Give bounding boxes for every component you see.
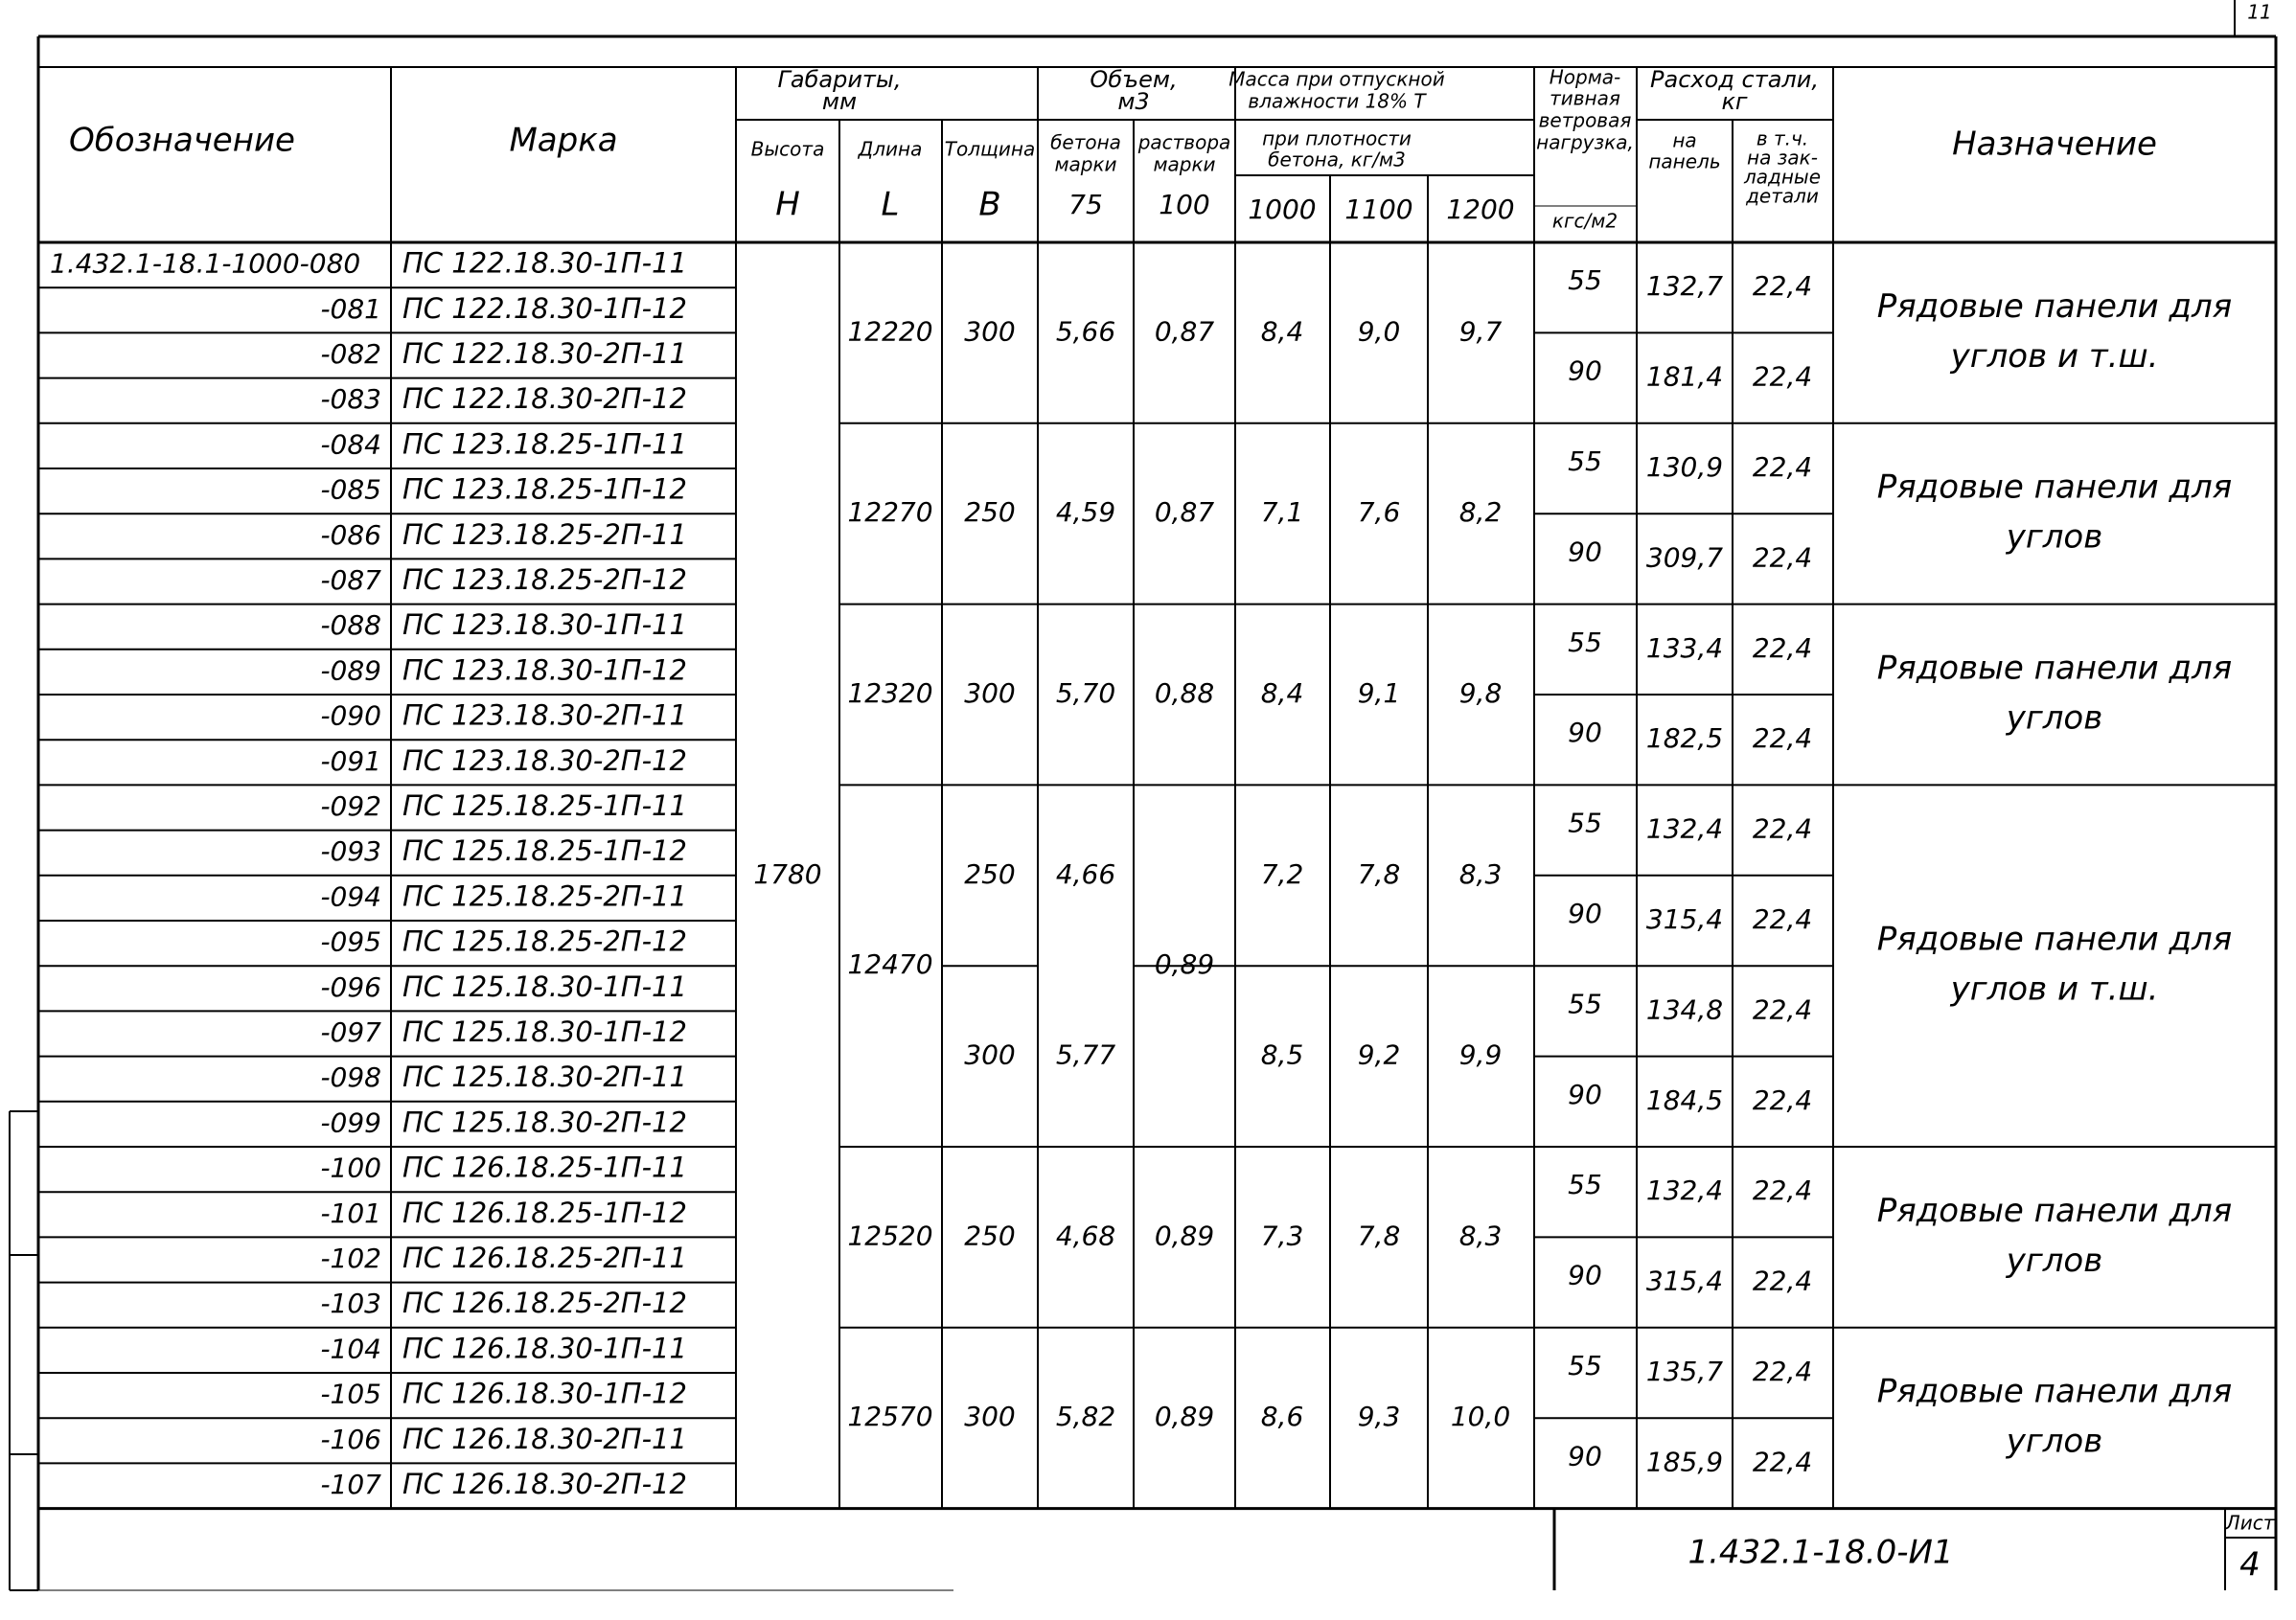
steel-parts-cell: 22,4 (1752, 631, 1813, 664)
dims-header: Габариты, (777, 66, 902, 93)
volume-unit: м3 (1117, 88, 1150, 115)
density-header: при плотности (1262, 126, 1412, 150)
mass-1000-cell: 7,3 (1260, 1220, 1304, 1252)
steel-panel-cell: 184,5 (1645, 1084, 1724, 1116)
designation-cell: -102 (320, 1243, 381, 1274)
designation-cell: 1.432.1-18.1-1000-080 (50, 247, 361, 280)
steel-panel-cell: 181,4 (1645, 360, 1724, 393)
length-cell: 12570 (847, 1401, 933, 1433)
length-cell: 12470 (847, 948, 933, 981)
load-header: Норма- (1549, 65, 1621, 89)
mark-cell: ПС 123.18.30-2П-12 (402, 743, 687, 777)
purpose-cell: углов (2006, 517, 2103, 557)
designation-cell: -081 (320, 292, 381, 325)
load-header: ветровая (1538, 108, 1632, 132)
length-cell: 12520 (847, 1220, 933, 1252)
designation-cell: -093 (320, 835, 381, 868)
mass-header: Масса при отпускной (1228, 67, 1445, 91)
mass-1000-cell: 8,4 (1260, 315, 1304, 348)
purpose-cell: углов (2006, 698, 2103, 738)
mark-cell: ПС 126.18.25-2П-11 (402, 1242, 687, 1274)
mass-1100-cell: 9,0 (1357, 315, 1401, 348)
mark-cell: ПС 126.18.25-1П-11 (402, 1151, 687, 1184)
designation-cell: -100 (320, 1152, 381, 1184)
load-cell: 90 (1568, 1259, 1602, 1291)
mark-cell: ПС 126.18.30-2П-11 (402, 1422, 687, 1455)
mass-1100-cell: 9,2 (1357, 1038, 1401, 1071)
steel-parts-cell: 22,4 (1752, 903, 1813, 935)
mortar-grade: 100 (1159, 189, 1210, 220)
mark-cell: ПС 125.18.30-2П-11 (402, 1061, 687, 1094)
steel-parts-cell: 22,4 (1752, 1084, 1813, 1116)
thickness-header: Толщина (944, 137, 1036, 161)
mark-cell: ПС 123.18.25-2П-12 (402, 563, 687, 596)
steel-parts-cell: 22,4 (1752, 993, 1813, 1026)
steel-parts-cell: 22,4 (1752, 270, 1813, 303)
designation-cell: -091 (320, 744, 381, 777)
load-cell: 55 (1568, 445, 1602, 477)
concrete-grade: 75 (1068, 189, 1103, 220)
mass-header: влажности 18% Т (1248, 89, 1426, 113)
steel-panel-cell: 309,7 (1645, 541, 1724, 574)
steel-parts-cell: 22,4 (1752, 1356, 1813, 1387)
concrete-volume-cell: 5,77 (1055, 1038, 1116, 1071)
mass-1200-cell: 8,2 (1458, 496, 1503, 529)
steel-panel-cell: 134,8 (1645, 993, 1724, 1026)
purpose-cell: Рядовые панели для (1876, 649, 2233, 688)
steel-parts-cell: 22,4 (1752, 1175, 1813, 1207)
height-symbol: H (775, 185, 800, 224)
load-unit: кгс/м2 (1551, 209, 1619, 233)
steel-panel-cell: 185,9 (1645, 1446, 1724, 1478)
mortar-volume-cell: 0,89 (1154, 1401, 1215, 1433)
steel-parts-header: в т.ч. (1756, 126, 1809, 150)
steel-parts-header: на зак- (1747, 146, 1818, 170)
length-cell: 12320 (847, 677, 933, 709)
mark-cell: ПС 126.18.25-1П-12 (402, 1196, 687, 1229)
thickness-cell: 300 (964, 1401, 1016, 1433)
designation-cell: -088 (320, 609, 381, 642)
mortar-volume-cell: 0,89 (1154, 1220, 1215, 1252)
height-cell: 1780 (753, 857, 822, 890)
designation-cell: -092 (320, 790, 381, 822)
mark-cell: ПС 122.18.30-1П-12 (402, 291, 687, 325)
table-text (50, 1, 2276, 1585)
purpose-cell: углов и т.ш. (1950, 336, 2159, 376)
mark-cell: ПС 125.18.25-1П-12 (402, 834, 687, 868)
mass-1200-cell: 9,9 (1458, 1038, 1503, 1071)
density-1000: 1000 (1248, 194, 1317, 225)
load-cell: 55 (1568, 1169, 1602, 1201)
designation-cell: -098 (320, 1061, 381, 1094)
steel-parts-cell: 22,4 (1752, 360, 1813, 393)
thickness-symbol: B (978, 185, 1001, 224)
mass-1000-cell: 8,5 (1260, 1038, 1304, 1071)
concrete-volume-cell: 4,68 (1055, 1220, 1116, 1252)
mortar-volume-cell: 0,89 (1154, 948, 1215, 981)
thickness-cell: 250 (964, 857, 1016, 890)
steel-panel-cell: 133,4 (1645, 631, 1724, 664)
mark-cell: ПС 125.18.25-1П-11 (402, 789, 687, 822)
designation-cell: -106 (320, 1423, 381, 1455)
designation-cell: -083 (320, 383, 381, 416)
purpose-cell: углов и т.ш. (1950, 970, 2159, 1009)
load-cell: 55 (1568, 1350, 1602, 1381)
load-cell: 90 (1568, 898, 1602, 929)
concrete-header: бетона (1050, 130, 1121, 154)
length-cell: 12220 (847, 315, 933, 348)
steel-header: Расход стали, (1650, 66, 1819, 93)
load-cell: 90 (1568, 1440, 1602, 1472)
steel-parts-header: детали (1746, 184, 1819, 208)
load-cell: 55 (1568, 264, 1602, 297)
mass-1100-cell: 7,6 (1357, 496, 1401, 529)
steel-panel-cell: 132,4 (1645, 1175, 1724, 1207)
purpose-cell: Рядовые панели для (1876, 1372, 2233, 1411)
purpose-cell: Рядовые панели для (1876, 286, 2233, 326)
purpose-cell: Рядовые панели для (1876, 468, 2233, 507)
mark-cell: ПС 126.18.25-2П-12 (402, 1287, 687, 1320)
designation-cell: -094 (320, 880, 381, 913)
designation-cell: -101 (320, 1197, 381, 1229)
mass-1200-cell: 8,3 (1458, 857, 1503, 890)
steel-panel-header: на (1672, 128, 1697, 152)
steel-parts-cell: 22,4 (1752, 541, 1813, 574)
steel-unit: кг (1721, 88, 1748, 115)
load-cell: 90 (1568, 354, 1602, 387)
load-header: нагрузка, (1536, 130, 1634, 154)
length-cell: 12270 (847, 496, 933, 529)
purpose-cell: углов (2006, 1241, 2103, 1280)
designation-cell: -103 (320, 1288, 381, 1320)
designation-cell: -095 (320, 925, 381, 958)
mark-cell: ПС 122.18.30-2П-12 (402, 382, 687, 416)
purpose-header: Назначение (1952, 125, 2157, 164)
mark-cell: ПС 125.18.25-2П-11 (402, 879, 687, 913)
steel-panel-cell: 315,4 (1645, 1265, 1724, 1297)
mark-cell: ПС 123.18.25-1П-12 (402, 472, 687, 506)
load-header: тивная (1550, 86, 1620, 110)
mark-cell: ПС 122.18.30-2П-11 (402, 337, 687, 370)
designation-cell: -097 (320, 1016, 381, 1048)
dims-unit: мм (821, 88, 858, 115)
designation-cell: -107 (320, 1469, 381, 1500)
mark-cell: ПС 125.18.30-2П-12 (402, 1106, 687, 1139)
sheet-number: 4 (2239, 1545, 2261, 1585)
document-code: 1.432.1-18.0-И1 (1688, 1533, 1954, 1572)
designation-header: Обозначение (69, 121, 295, 160)
mortar-volume-cell: 0,87 (1154, 496, 1215, 529)
designation-cell: -087 (320, 564, 381, 596)
steel-panel-header: панель (1648, 149, 1721, 173)
purpose-cell: Рядовые панели для (1876, 1191, 2233, 1230)
load-cell: 55 (1568, 807, 1602, 839)
thickness-cell: 300 (964, 315, 1016, 348)
mark-header: Марка (509, 121, 618, 160)
mark-cell: ПС 125.18.30-1П-12 (402, 1015, 687, 1048)
load-cell: 90 (1568, 717, 1602, 749)
length-header: Длина (858, 137, 923, 161)
steel-panel-cell: 132,7 (1645, 270, 1724, 303)
mass-1200-cell: 9,7 (1458, 315, 1503, 348)
mark-cell: ПС 126.18.30-1П-11 (402, 1332, 687, 1365)
steel-panel-cell: 135,7 (1645, 1356, 1724, 1387)
designation-cell: -105 (320, 1378, 381, 1410)
purpose-cell: Рядовые панели для (1876, 920, 2233, 959)
steel-panel-cell: 130,9 (1645, 451, 1724, 483)
mass-1200-cell: 10,0 (1450, 1401, 1511, 1433)
sheet-label: Лист (2225, 1511, 2275, 1535)
mark-cell: ПС 122.18.30-1П-11 (402, 246, 687, 280)
mass-1000-cell: 7,2 (1260, 857, 1304, 890)
density-1200: 1200 (1446, 194, 1515, 225)
density-header: бетона, кг/м3 (1268, 148, 1406, 171)
mass-1100-cell: 9,1 (1357, 677, 1401, 709)
length-symbol: L (881, 185, 900, 224)
designation-cell: -086 (320, 518, 381, 551)
mass-1100-cell: 7,8 (1357, 857, 1401, 890)
concrete-header: марки (1054, 152, 1117, 176)
designation-cell: -082 (320, 338, 381, 370)
steel-panel-cell: 315,4 (1645, 903, 1724, 935)
steel-panel-cell: 132,4 (1645, 812, 1724, 845)
thickness-cell: 300 (964, 1038, 1016, 1071)
mass-1000-cell: 8,4 (1260, 677, 1304, 709)
mass-1200-cell: 8,3 (1458, 1220, 1503, 1252)
designation-cell: -096 (320, 970, 381, 1003)
load-cell: 55 (1568, 626, 1602, 658)
steel-parts-header: ладные (1743, 165, 1822, 189)
steel-parts-cell: 22,4 (1752, 722, 1813, 755)
volume-header: Объем, (1090, 66, 1178, 93)
mark-cell: ПС 125.18.30-1П-11 (402, 970, 687, 1003)
mass-1100-cell: 7,8 (1357, 1220, 1401, 1252)
steel-parts-cell: 22,4 (1752, 1446, 1813, 1478)
mark-cell: ПС 126.18.30-2П-12 (402, 1468, 687, 1500)
mark-cell: ПС 123.18.25-2П-11 (402, 517, 687, 551)
thickness-cell: 250 (964, 1220, 1016, 1252)
concrete-volume-cell: 5,82 (1055, 1401, 1116, 1433)
load-cell: 90 (1568, 1078, 1602, 1110)
mark-cell: ПС 123.18.30-1П-11 (402, 608, 687, 642)
mass-1100-cell: 9,3 (1357, 1401, 1401, 1433)
mass-1000-cell: 7,1 (1260, 496, 1304, 529)
mark-cell: ПС 123.18.30-2П-11 (402, 698, 687, 732)
designation-cell: -090 (320, 699, 381, 732)
height-header: Высота (750, 137, 825, 161)
density-1100: 1100 (1344, 194, 1413, 225)
steel-parts-cell: 22,4 (1752, 451, 1813, 483)
designation-cell: -104 (320, 1333, 381, 1365)
designation-cell: -085 (320, 473, 381, 506)
steel-parts-cell: 22,4 (1752, 1265, 1813, 1297)
concrete-volume-cell: 4,59 (1055, 496, 1116, 529)
mark-cell: ПС 126.18.30-1П-12 (402, 1377, 687, 1410)
mortar-header: марки (1153, 152, 1216, 176)
mark-cell: ПС 123.18.25-1П-11 (402, 427, 687, 461)
load-cell: 55 (1568, 988, 1602, 1020)
mortar-header: раствора (1137, 130, 1231, 154)
thickness-cell: 250 (964, 496, 1016, 529)
designation-cell: -099 (320, 1107, 381, 1139)
designation-cell: -084 (320, 428, 381, 461)
mass-1200-cell: 9,8 (1458, 677, 1503, 709)
mass-1000-cell: 8,6 (1260, 1401, 1304, 1433)
designation-cell: -089 (320, 654, 381, 687)
steel-panel-cell: 182,5 (1645, 722, 1724, 755)
mark-cell: ПС 123.18.30-1П-12 (402, 653, 687, 687)
thickness-cell: 300 (964, 677, 1016, 709)
purpose-cell: углов (2006, 1422, 2103, 1461)
mortar-volume-cell: 0,87 (1154, 315, 1215, 348)
corner-mark: 11 (2247, 0, 2272, 24)
mark-cell: ПС 125.18.25-2П-12 (402, 924, 687, 958)
mortar-volume-cell: 0,88 (1154, 677, 1215, 709)
steel-parts-cell: 22,4 (1752, 812, 1813, 845)
concrete-volume-cell: 5,66 (1055, 315, 1116, 348)
load-cell: 90 (1568, 536, 1602, 568)
concrete-volume-cell: 4,66 (1055, 857, 1116, 890)
concrete-volume-cell: 5,70 (1055, 677, 1116, 709)
